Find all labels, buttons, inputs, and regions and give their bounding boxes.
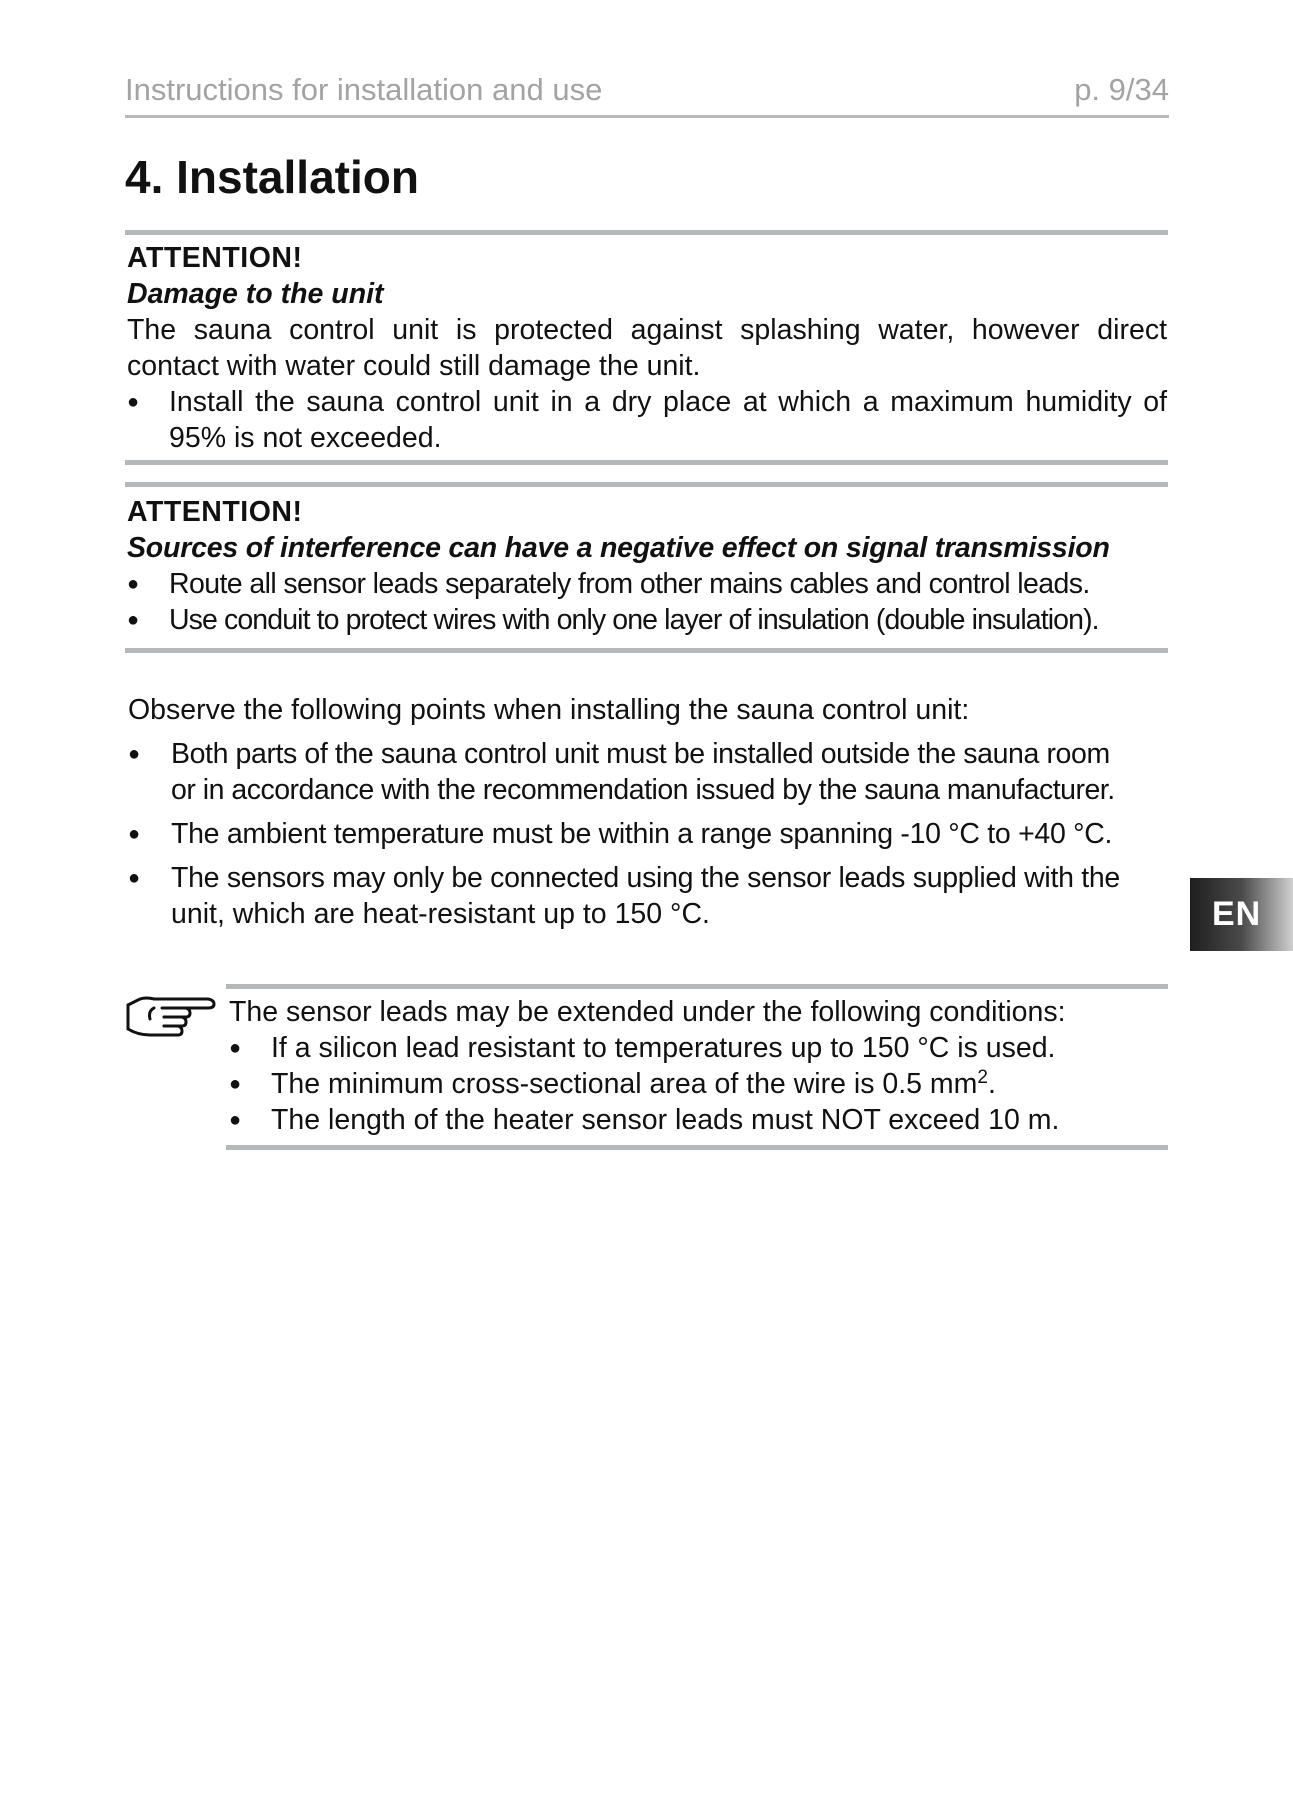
note-bullet-2-end: .	[987, 1068, 996, 1100]
note-bullet-2	[229, 1066, 1169, 1102]
note-bullet-3-text: The length of the heater sensor leads must NOT exceed 10 m.	[271, 1104, 1060, 1136]
bullet-icon: ●	[127, 573, 140, 595]
note-top-rule	[226, 984, 1168, 989]
notice-interference	[127, 494, 1167, 638]
pointing-hand-icon	[124, 993, 216, 1041]
notice-2-bullet-1-text: Route all sensor leads separately from other mains cables and control leads.	[169, 568, 1090, 600]
list-item-line-1: Both parts of the sauna control unit must be installed outside the sauna room	[171, 738, 1110, 770]
bullet-icon: ●	[127, 391, 140, 413]
notice-1-bullet	[127, 384, 1167, 456]
notice-damage-to-unit	[127, 240, 1167, 456]
note-bullet-3	[229, 1102, 1169, 1138]
list-item	[128, 816, 1173, 852]
note-bullet-1-text: If a silicon lead resistant to temperatures up to 150 °C is used.	[271, 1032, 1056, 1064]
section-title: 4. Installation	[125, 151, 419, 203]
notice-2-subheading: Sources of interference can have a negative effect on signal transmission	[127, 532, 1110, 564]
notice-1-body	[127, 312, 1167, 384]
notice-2-heading: ATTENTION!	[127, 496, 303, 528]
note-bullet-2-text: The minimum cross-sectional area of the wire is 0.5 mm	[271, 1068, 978, 1100]
notice-2-top-rule	[125, 482, 1168, 487]
bullet-icon: ●	[128, 823, 141, 845]
notice-2-bullet-2	[127, 602, 1167, 638]
note-extension-conditions	[229, 994, 1169, 1138]
list-item-line-2: unit, which are heat-resistant up to 150 °C.	[171, 898, 710, 930]
notice-1-body-line-2: contact with water could still damage the unit.	[127, 350, 701, 382]
notice-2-bullet-1	[127, 566, 1167, 602]
notice-1-body-line-1: The sauna control unit is protected against splashing water, however direct	[127, 314, 1167, 346]
superscript-2: 2	[977, 1067, 988, 1088]
running-header-title: Instructions for installation and use	[125, 72, 603, 107]
note-intro: The sensor leads may be extended under the following conditions:	[229, 996, 1066, 1028]
installation-points-list	[128, 736, 1173, 940]
list-item-line-1: The ambient temperature must be within a range spanning -10 °C to +40 °C.	[171, 818, 1113, 850]
notice-1-bottom-rule	[125, 460, 1168, 465]
list-item	[128, 736, 1173, 808]
notice-2-bullet-2-text: Use conduit to protect wires with only one layer of insulation (double insulation).	[169, 604, 1099, 636]
note-bottom-rule	[226, 1145, 1168, 1150]
notice-1-top-rule	[125, 230, 1168, 235]
notice-2-bottom-rule	[125, 648, 1168, 653]
bullet-icon: ●	[127, 609, 140, 631]
bullet-icon: ●	[128, 743, 141, 765]
list-item	[128, 860, 1173, 932]
notice-1-subheading: Damage to the unit	[127, 278, 384, 310]
notice-1-bullet-line-2: 95% is not exceeded.	[169, 422, 442, 454]
notice-1-heading: ATTENTION!	[127, 242, 303, 274]
page-number: p. 9/34	[1074, 72, 1169, 107]
installation-intro: Observe the following points when installing the sauna control unit:	[128, 694, 970, 726]
note-bullet-1	[229, 1030, 1169, 1066]
bullet-icon: ●	[229, 1037, 242, 1059]
header-divider	[125, 115, 1169, 118]
language-tab: EN	[1190, 878, 1293, 951]
bullet-icon: ●	[229, 1109, 242, 1131]
list-item-line-2: or in accordance with the recommendation issued by the sauna manufacturer.	[171, 774, 1115, 806]
notice-1-bullet-line-1: Install the sauna control unit in a dry place at which a maximum humidity of	[169, 386, 1167, 418]
bullet-icon: ●	[229, 1073, 242, 1095]
bullet-icon: ●	[128, 867, 141, 889]
list-item-line-1: The sensors may only be connected using the sensor leads supplied with the	[171, 862, 1120, 894]
